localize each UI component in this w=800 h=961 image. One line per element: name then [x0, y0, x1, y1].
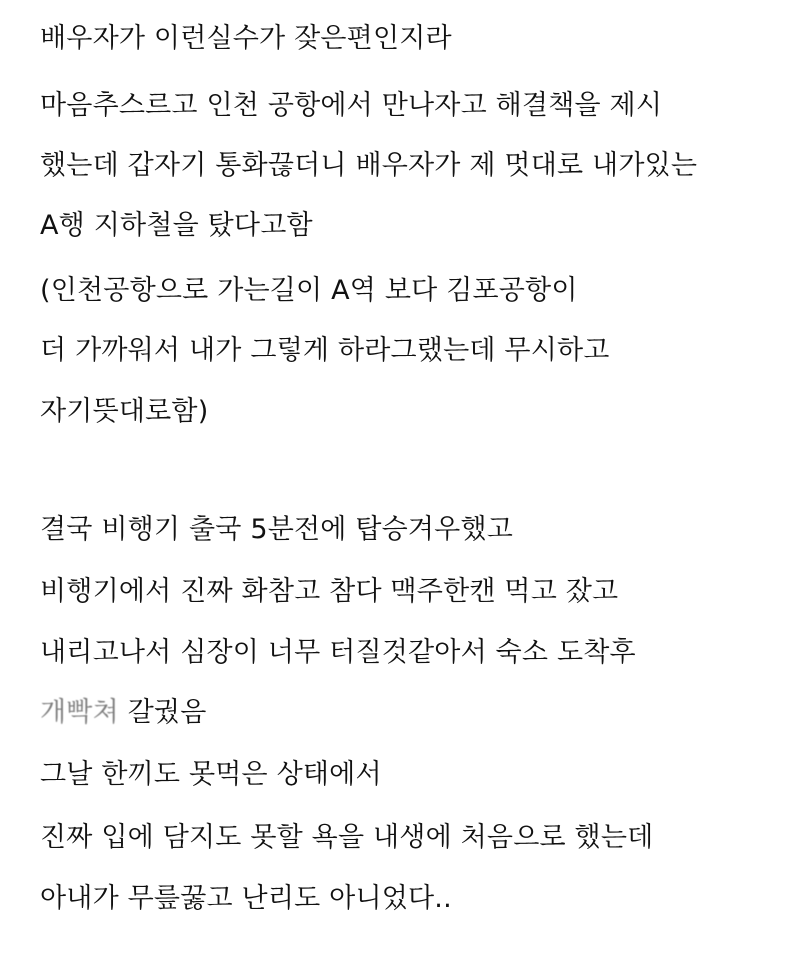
- text-line-suffix: 갈궜음: [118, 697, 207, 728]
- text-line: 자기뜻대로함): [40, 396, 209, 427]
- text-line: 내리고나서 심장이 너무 터질것같아서 숙소 도착후: [40, 637, 636, 668]
- censored-word: 개빡쳐: [40, 697, 119, 728]
- text-line: 마음추스르고 인천 공항에서 만나자고 해결책을 제시: [40, 90, 663, 121]
- text-line: 비행기에서 진짜 화참고 참다 맥주한캔 먹고 잤고: [40, 576, 619, 607]
- text-line: A행 지하철을 탔다고함: [40, 210, 313, 241]
- text-line: 결국 비행기 출국 5분전에 탑승겨우했고: [40, 514, 514, 545]
- censored-text-line: [40, 690, 207, 729]
- text-line: 배우자가 이런실수가 잦은편인지라: [40, 23, 452, 54]
- text-line: (인천공항으로 가는길이 A역 보다 김포공항이: [40, 275, 578, 306]
- text-line: 더 가까워서 내가 그렇게 하라그랬는데 무시하고: [40, 335, 610, 366]
- text-line: 그날 한끼도 못먹은 상태에서: [40, 759, 382, 790]
- text-line: 진짜 입에 담지도 못할 욕을 내생에 처음으로 했는데: [40, 822, 654, 853]
- text-line: 했는데 갑자기 통화끊더니 배우자가 제 멋대로 내가있는: [40, 150, 698, 181]
- text-line: 아내가 무릎꿇고 난리도 아니었다..: [40, 883, 452, 914]
